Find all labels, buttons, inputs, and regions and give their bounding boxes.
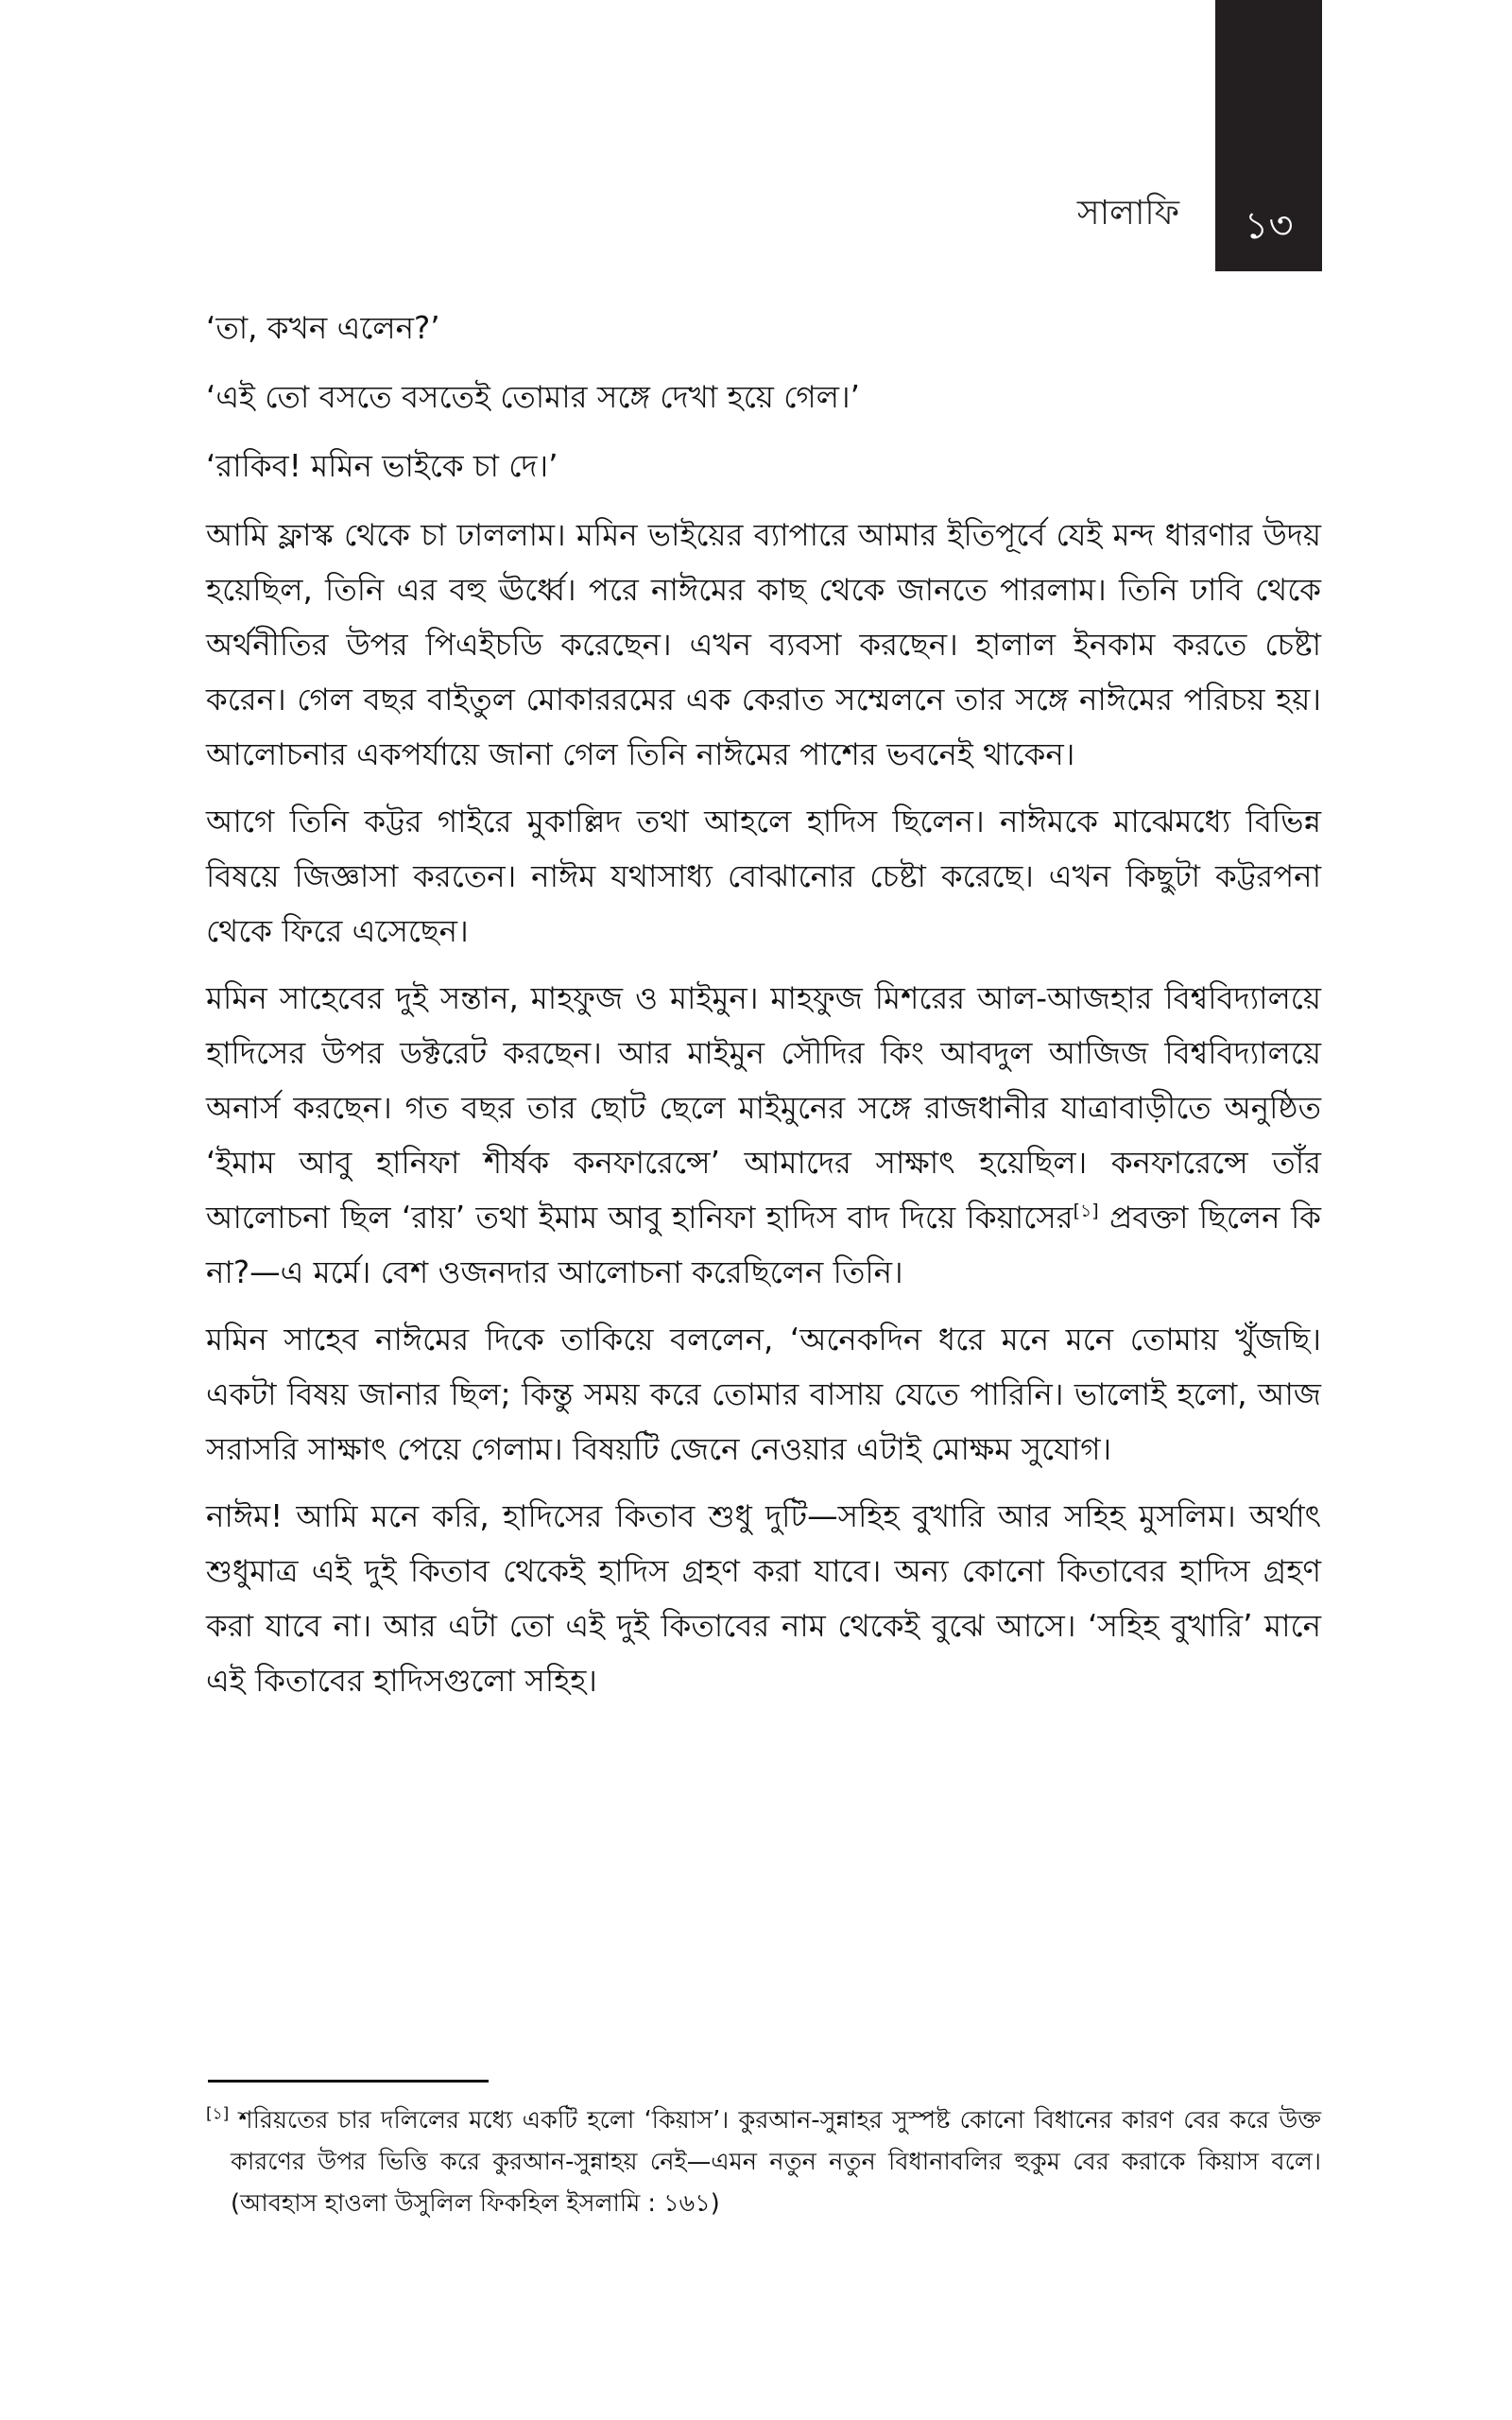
page-number: ১৩: [1244, 204, 1294, 248]
paragraph: মমিন সাহেব নাঈমের দিকে তাকিয়ে বললেন, ‘অনেকদিন ধরে মনে মনে তোমায় খুঁজছি। একটা বিষয় জানার ছিল; কিন্তু সময় করে তোমার বাসায় যেতে পারিনি। ভালোই হলো, আজ সরাসরি সাক্ষাৎ পেয়ে গেলাম। বিষয়টি জেনে নেওয়ার এটাই মোক্ষম সুযোগ।: [206, 1322, 1321, 1467]
dialogue-line: ‘রাকিব! মমিন ভাইকে চা দে।’: [206, 448, 558, 484]
dialogue-line: ‘তা, কখন এলেন?’: [206, 310, 440, 346]
footnote-reference[interactable]: [১]: [1073, 1201, 1099, 1222]
paragraph-text: প্রবক্তা ছিলেন কি না?—এ মর্মে। বেশ ওজনদার আলোচনা করেছিলেন তিনি।: [206, 1200, 1321, 1290]
footnote-marker: [১]: [206, 2104, 230, 2124]
paragraph-text: মমিন সাহেবের দুই সন্তান, মাহফুজ ও মাইমুন। মাহফুজ মিশরের আল-আজহার বিশ্ববিদ্যালয়ে হাদিসের উপর ডক্টরেট করছেন। আর মাইমুন সৌদির কিং আবদুল আজিজ বিশ্ববিদ্যালয়ে অনার্স করছেন। গত বছর তার ছোট ছেলে মাইমুনের সঙ্গে রাজধানীর যাত্রাবাড়ীতে অনুষ্ঠিত ‘ইমাম আবু হানিফা শীর্ষক কনফারেন্সে’ আমাদের সাক্ষাৎ হয়েছিল। কনফারেন্সে তাঁর আলোচনা ছিল ‘রায়’ তথা ইমাম আবু হানিফা হাদিস বাদ দিয়ে কিয়াসের: [206, 980, 1321, 1236]
footnote: [206, 2100, 1321, 2224]
paragraph: আগে তিনি কট্টর গাইরে মুকাল্লিদ তথা আহলে হাদিস ছিলেন। নাঈমকে মাঝেমধ্যে বিভিন্ন বিষয়ে জিজ্ঞাসা করতেন। নাঈম যথাসাধ্য বোঝানোর চেষ্টা করেছে। এখন কিছুটা কট্টরপনা থেকে ফিরে এসেছেন।: [206, 804, 1321, 949]
paragraph: [206, 971, 1321, 1300]
running-head: সালাফি: [1076, 194, 1179, 233]
dialogue-line: ‘এই তো বসতে বসতেই তোমার সঙ্গে দেখা হয়ে গেল।’: [206, 379, 860, 415]
body-text: [206, 301, 1321, 1720]
footnote-divider: [208, 2080, 489, 2083]
paragraph: নাঈম! আমি মনে করি, হাদিসের কিতাব শুধু দুটি—সহিহ বুখারি আর সহিহ মুসলিম। অর্থাৎ শুধুমাত্র এই দুই কিতাব থেকেই হাদিস গ্রহণ করা যাবে। অন্য কোনো কিতাবের হাদিস গ্রহণ করা যাবে না। আর এটা তো এই দুই কিতাবের নাম থেকেই বুঝে আসে। ‘সহিহ বুখারি’ মানে এই কিতাবের হাদিসগুলো সহিহ।: [206, 1498, 1321, 1699]
footnote-text: শরিয়তের চার দলিলের মধ্যে একটি হলো ‘কিয়াস’। কুরআন-সুন্নাহর সুস্পষ্ট কোনো বিধানের কারণ বের করে উক্ত কারণের উপর ভিত্তি করে কুরআন-সুন্নাহয় নেই—এমন নতুন নতুন বিধানাবলির হুকুম বের করাকে কিয়াস বলে। (আবহাস হাওলা উসুলিল ফিকহিল ইসলামি : ১৬১): [229, 2106, 1321, 2218]
paragraph: আমি ফ্লাস্ক থেকে চা ঢাললাম। মমিন ভাইয়ের ব্যাপারে আমার ইতিপূর্বে যেই মন্দ ধারণার উদয় হয়েছিল, তিনি এর বহু ঊর্ধ্বে। পরে নাঈমের কাছ থেকে জানতে পারলাম। তিনি ঢাবি থেকে অর্থনীতির উপর পিএইচডি করেছেন। এখন ব্যবসা করছেন। হালাল ইনকাম করতে চেষ্টা করেন। গেল বছর বাইতুল মোকাররমের এক কেরাত সম্মেলনে তার সঙ্গে নাঈমের পরিচয় হয়। আলোচনার একপর্যায়ে জানা গেল তিনি নাঈমের পাশের ভবনেই থাকেন।: [206, 517, 1321, 772]
page-number-tab: [1215, 0, 1322, 271]
